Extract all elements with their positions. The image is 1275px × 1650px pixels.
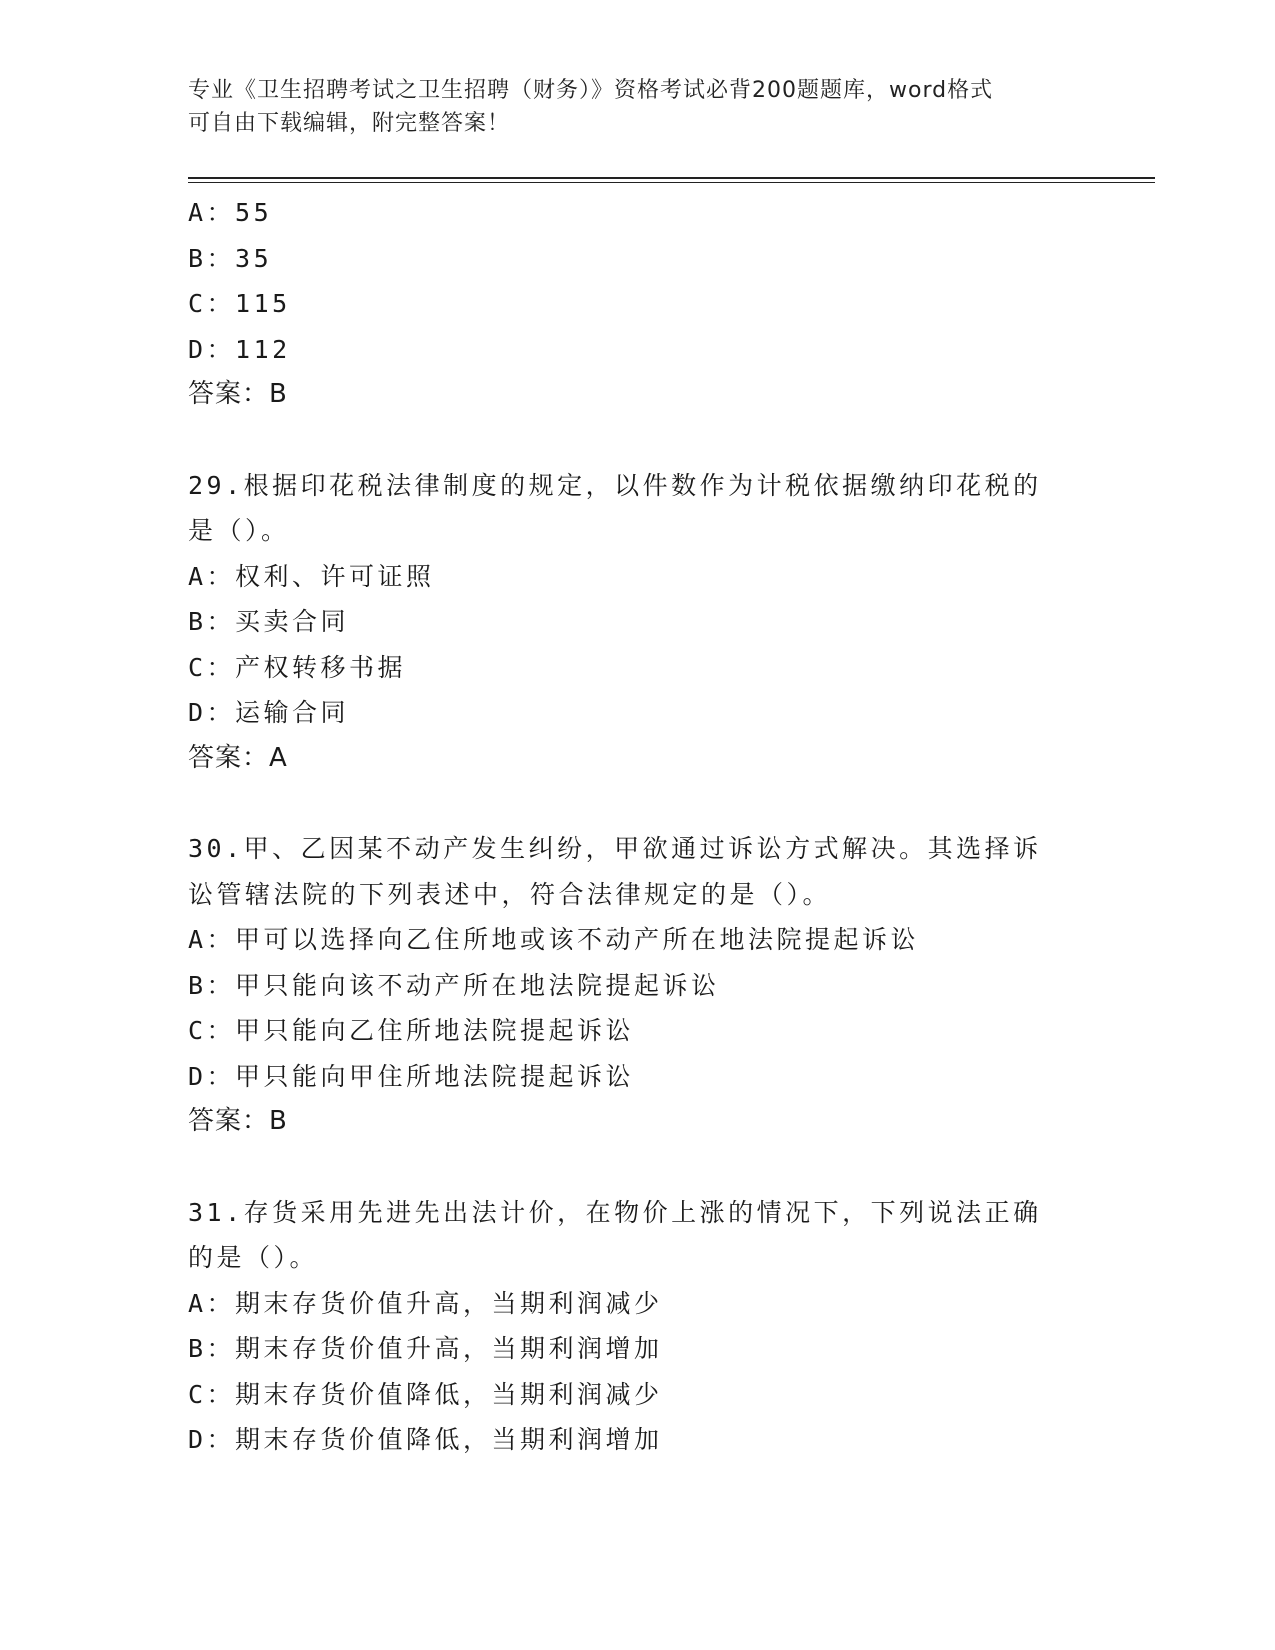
option-a: A：甲可以选择向乙住所地或该不动产所在地法院提起诉讼 <box>188 925 920 954</box>
option-a: A：权利、许可证照 <box>188 561 435 591</box>
header-line-1: 专业《卫生招聘考试之卫生招聘（财务）》资格考试必背200题题库，word格式 <box>188 78 994 103</box>
option-c: C：甲只能向乙住所地法院提起诉讼 <box>188 1016 635 1045</box>
option-c: C：期末存货价值降低，当期利润减少 <box>188 1379 663 1409</box>
answer-line: 答案：B <box>188 379 288 409</box>
question-list <box>188 190 1088 1463</box>
header-line-2: 可自由下载编辑，附完整答案！ <box>188 111 511 136</box>
question-block-prev <box>188 190 1088 418</box>
option-d: D：甲只能向甲住所地法院提起诉讼 <box>188 1061 635 1091</box>
answer-line: 答案：B <box>188 1106 288 1136</box>
question-block-29 <box>188 463 1088 782</box>
option-a: A：期末存货价值升高，当期利润减少 <box>188 1288 663 1318</box>
question-stem: 29.根据印花税法律制度的规定，以件数作为计税依据缴纳印花税的是（）。 <box>188 470 1042 545</box>
option-b: B：买卖合同 <box>188 607 350 636</box>
question-block-31 <box>188 1190 1088 1463</box>
option-b: B：35 <box>188 243 273 273</box>
option-c: C：产权转移书据 <box>188 652 407 682</box>
option-b: B：期末存货价值升高，当期利润增加 <box>188 1334 663 1363</box>
option-d: D：期末存货价值降低，当期利润增加 <box>188 1425 663 1454</box>
option-d: D：运输合同 <box>188 698 350 727</box>
question-stem: 31.存货采用先进先出法计价，在物价上涨的情况下，下列说法正确的是（）。 <box>188 1197 1042 1272</box>
document-header <box>188 74 1088 140</box>
header-divider <box>188 177 1155 179</box>
option-c: C：115 <box>188 289 291 318</box>
option-a: A：55 <box>188 198 273 227</box>
option-b: B：甲只能向该不动产所在地法院提起诉讼 <box>188 970 720 1000</box>
option-d: D：112 <box>188 334 291 364</box>
answer-line: 答案：A <box>188 742 288 773</box>
header-divider-thin <box>188 182 1155 183</box>
question-stem: 30.甲、乙因某不动产发生纠纷，甲欲通过诉讼方式解决。其选择诉讼管辖法院的下列表述中，符合法律规定的是（）。 <box>188 834 1042 909</box>
question-block-30 <box>188 826 1088 1145</box>
